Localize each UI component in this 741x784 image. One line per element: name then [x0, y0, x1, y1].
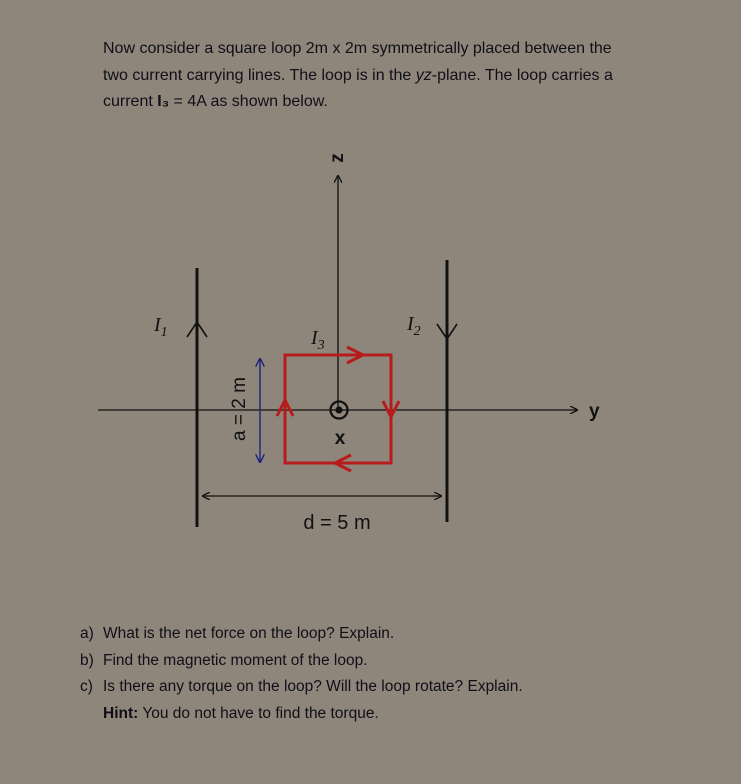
side-length-label: a = 2 m	[229, 377, 251, 441]
question-b: b) Find the magnetic moment of the loop.	[80, 651, 368, 669]
distance-label: d = 5 m	[303, 512, 371, 534]
loop-current-label: $I_3$	[311, 327, 325, 353]
y-axis-label: y	[589, 401, 600, 422]
wire-1-label: $I_1$	[154, 314, 168, 340]
question-a: a) What is the net force on the loop? Explain.	[80, 625, 395, 642]
current-symbol: I₃	[157, 93, 170, 110]
intro-line-3: current I₃ = 4A as shown below.	[103, 93, 328, 110]
intro-line-2: two current carrying lines. The loop is in the yz-plane. The loop carries a	[103, 66, 613, 84]
x-axis-label: x	[334, 428, 346, 449]
question-c: c) Is there any torque on the loop? Will the loop rotate? Explain.	[80, 678, 523, 695]
hint: Hint: You do not have to find the torque.	[103, 704, 379, 722]
plane-name: yz	[415, 66, 432, 84]
wire-2-label: $I_2$	[407, 313, 421, 339]
z-axis-label: z	[327, 153, 349, 163]
question-list	[80, 621, 720, 727]
intro-line-1: Now consider a square loop 2m x 2m symmetrically placed between the	[103, 40, 612, 57]
